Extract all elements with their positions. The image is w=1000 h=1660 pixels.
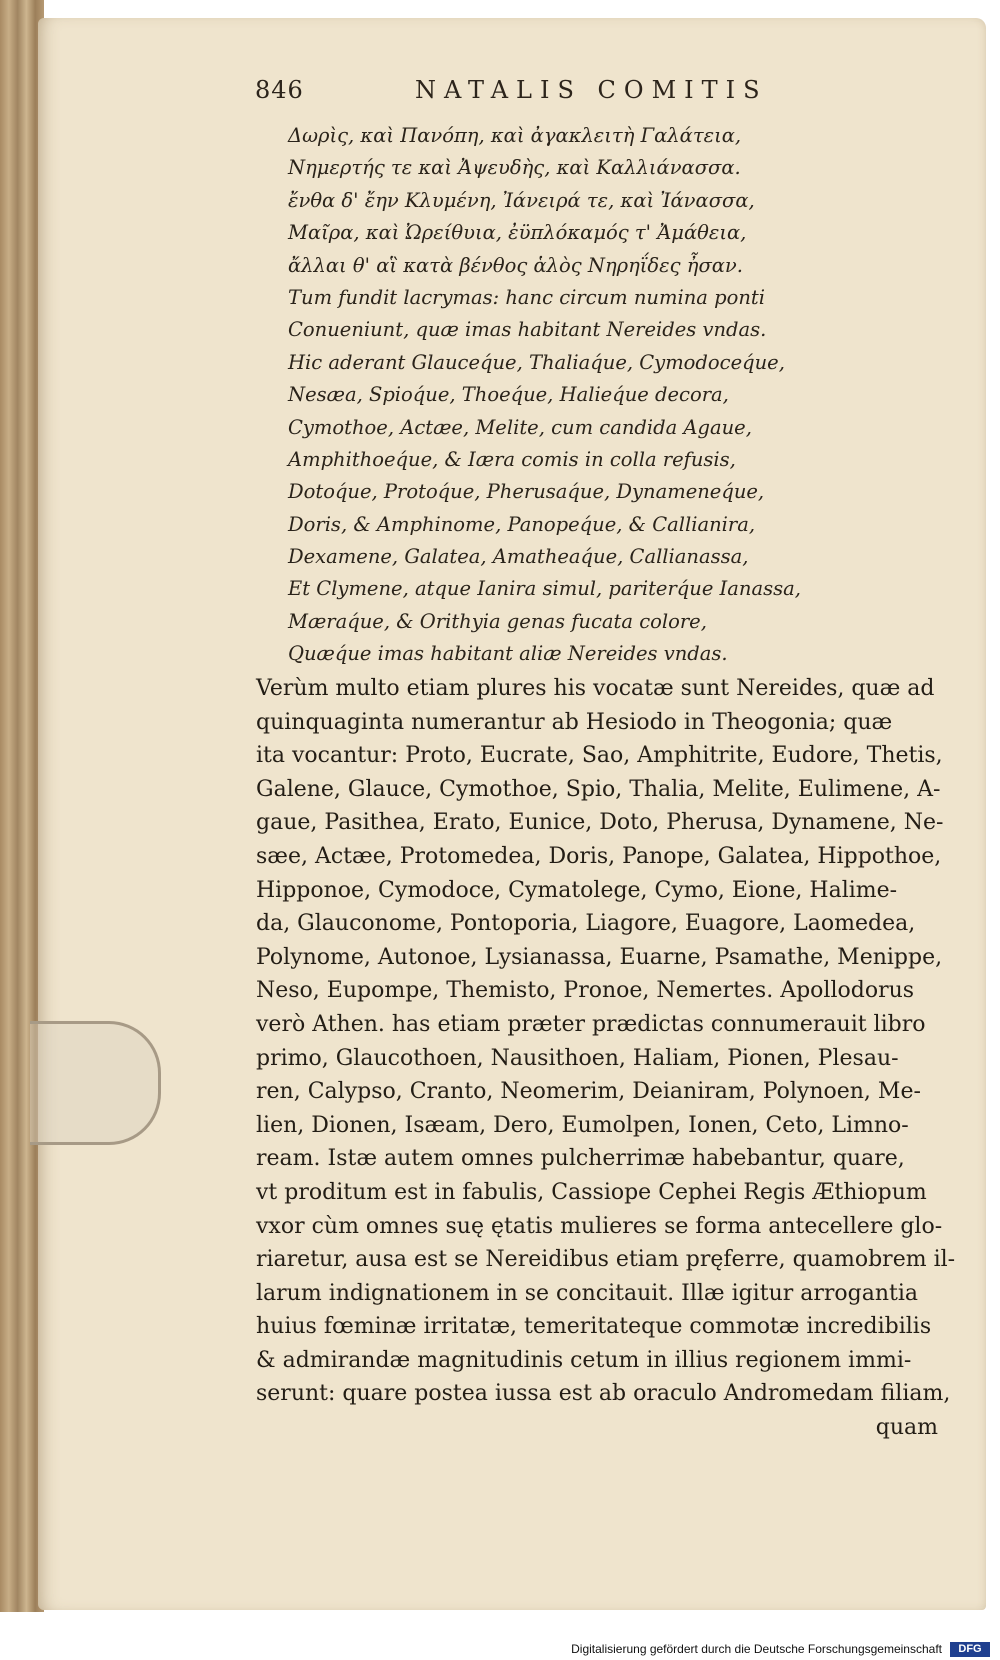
prose-line: serunt: quare postea iussa est ab oraculo Andromedam filiam, bbox=[256, 1381, 951, 1407]
prose-line: vxor cùm omnes suę ętatis mulieres se forma antecellere glo- bbox=[256, 1213, 943, 1239]
prose-line: primo, Glaucothoen, Nausithoen, Haliam, Pionen, Plesau- bbox=[256, 1045, 899, 1071]
running-title: NATALIS COMITIS bbox=[415, 76, 768, 104]
verse-block bbox=[288, 120, 888, 671]
verse-line: Δωρὶς, καὶ Πανόπη, καὶ ἀγακλειτὴ Γαλάτεια, bbox=[288, 124, 742, 147]
verse-line: Amphithoeq́ue, & Iæra comis in colla refusis, bbox=[288, 447, 736, 471]
digitization-footer bbox=[0, 1640, 1000, 1660]
funding-credit: Digitalisierung gefördert durch die Deutsche Forschungsgemeinschaft bbox=[571, 1642, 942, 1656]
verse-line: Nesæa, Spioq́ue, Thoeq́ue, Halieq́ue decora, bbox=[288, 383, 729, 407]
verse-line: Quæq́ue imas habitant aliæ Nereides vndas. bbox=[288, 642, 728, 666]
verse-line: Dexamene, Galatea, Amatheaq́ue, Callianassa, bbox=[288, 545, 749, 569]
catchword: quam bbox=[875, 1415, 938, 1441]
verse-line: Hic aderant Glauceq́ue, Thaliaq́ue, Cymodoceq́ue, bbox=[288, 350, 785, 374]
verse-line: ἔνθα δ' ἔην Κλυμένη, Ἰάνειρά τε, καὶ Ἰάνασσα, bbox=[288, 188, 755, 212]
prose-line: Verùm multo etiam plures his vocatæ sunt Nereides, quæ ad bbox=[256, 676, 935, 701]
prose-line: sæe, Actæe, Protomedea, Doris, Panope, Galatea, Hippothoe, bbox=[256, 843, 942, 869]
prose-line: da, Glauconome, Pontoporia, Liagore, Euagore, Laomedea, bbox=[256, 911, 916, 937]
prose-line: huius fœminæ irritatæ, temeritateque commotæ incredibilis bbox=[256, 1314, 932, 1340]
prose-line: vt proditum est in fabulis, Cassiope Cephei Regis Æthiopum bbox=[256, 1179, 927, 1205]
prose-line: ream. Istæ autem omnes pulcherrimæ habebantur, quare, bbox=[256, 1146, 905, 1172]
verse-line: Μαῖρα, καὶ Ὠρείθυια, ἐϋπλόκαμός τ' Ἀμάθεια, bbox=[288, 221, 747, 245]
prose-line: Neso, Eupompe, Themisto, Pronoe, Nemertes. Apollodorus bbox=[256, 978, 915, 1004]
dfg-logo: DFG bbox=[950, 1642, 990, 1657]
folio-number: 846 bbox=[255, 76, 304, 104]
prose-line: & admirandæ magnitudinis cetum in illius regionem immi- bbox=[256, 1347, 912, 1373]
page-header bbox=[255, 76, 875, 110]
verse-line: Mæraq́ue, & Orithyia genas fucata colore, bbox=[288, 609, 707, 633]
verse-line: ἄλλαι θ' αἳ κατὰ βένθος ἁλὸς Νηρηΐδες ἦσαν. bbox=[288, 253, 743, 277]
prose-line: ita vocantur: Proto, Eucrate, Sao, Amphitrite, Eudore, Thetis, bbox=[256, 743, 943, 769]
prose-block bbox=[256, 672, 956, 1445]
verse-line: Tum fundit lacrymas: hanc circum numina ponti bbox=[288, 285, 765, 309]
verse-line: Conueniunt, quæ imas habitant Nereides vndas. bbox=[288, 318, 767, 342]
verse-line: Doris, & Amphinome, Panopeq́ue, & Callianira, bbox=[288, 512, 756, 536]
prose-line: larum indignationem in se concitauit. Illæ igitur arrogantia bbox=[256, 1280, 918, 1306]
prose-line: ren, Calypso, Cranto, Neomerim, Deianiram, Polynoen, Me- bbox=[256, 1079, 921, 1105]
verse-line: Cymothoe, Actæe, Melite, cum candida Agaue, bbox=[288, 415, 752, 439]
prose-line: Polynome, Autonoe, Lysianassa, Euarne, Psamathe, Menippe, bbox=[256, 944, 943, 970]
prose-line: lien, Dionen, Isæam, Dero, Eumolpen, Ionen, Ceto, Limno- bbox=[256, 1112, 909, 1138]
prose-line: verò Athen. has etiam præter prædictas connumerauit libro bbox=[256, 1011, 926, 1037]
prose-line: riaretur, ausa est se Nereidibus etiam pręferre, quamobrem il- bbox=[256, 1247, 956, 1273]
verse-line: Dotoq́ue, Protoq́ue, Pherusaq́ue, Dynameneq́ue, bbox=[288, 480, 765, 504]
prose-line: Galene, Glauce, Cymothoe, Spio, Thalia, Melite, Eulimene, A- bbox=[256, 776, 941, 802]
page-clasp bbox=[30, 1021, 161, 1145]
prose-line: gaue, Pasithea, Erato, Eunice, Doto, Pherusa, Dynamene, Ne- bbox=[256, 810, 944, 836]
prose-line: Hipponoe, Cymodoce, Cymatolege, Cymo, Eione, Halime- bbox=[256, 877, 898, 903]
prose-line: quinquaginta numerantur ab Hesiodo in Theogonia; quæ bbox=[256, 709, 893, 735]
verse-line: Νημερτής τε καὶ Ἀψευδὴς, καὶ Καλλιάνασσα. bbox=[288, 156, 741, 180]
verse-line: Et Clymene, atque Ianira simul, pariterq́ue Ianassa, bbox=[288, 577, 801, 601]
